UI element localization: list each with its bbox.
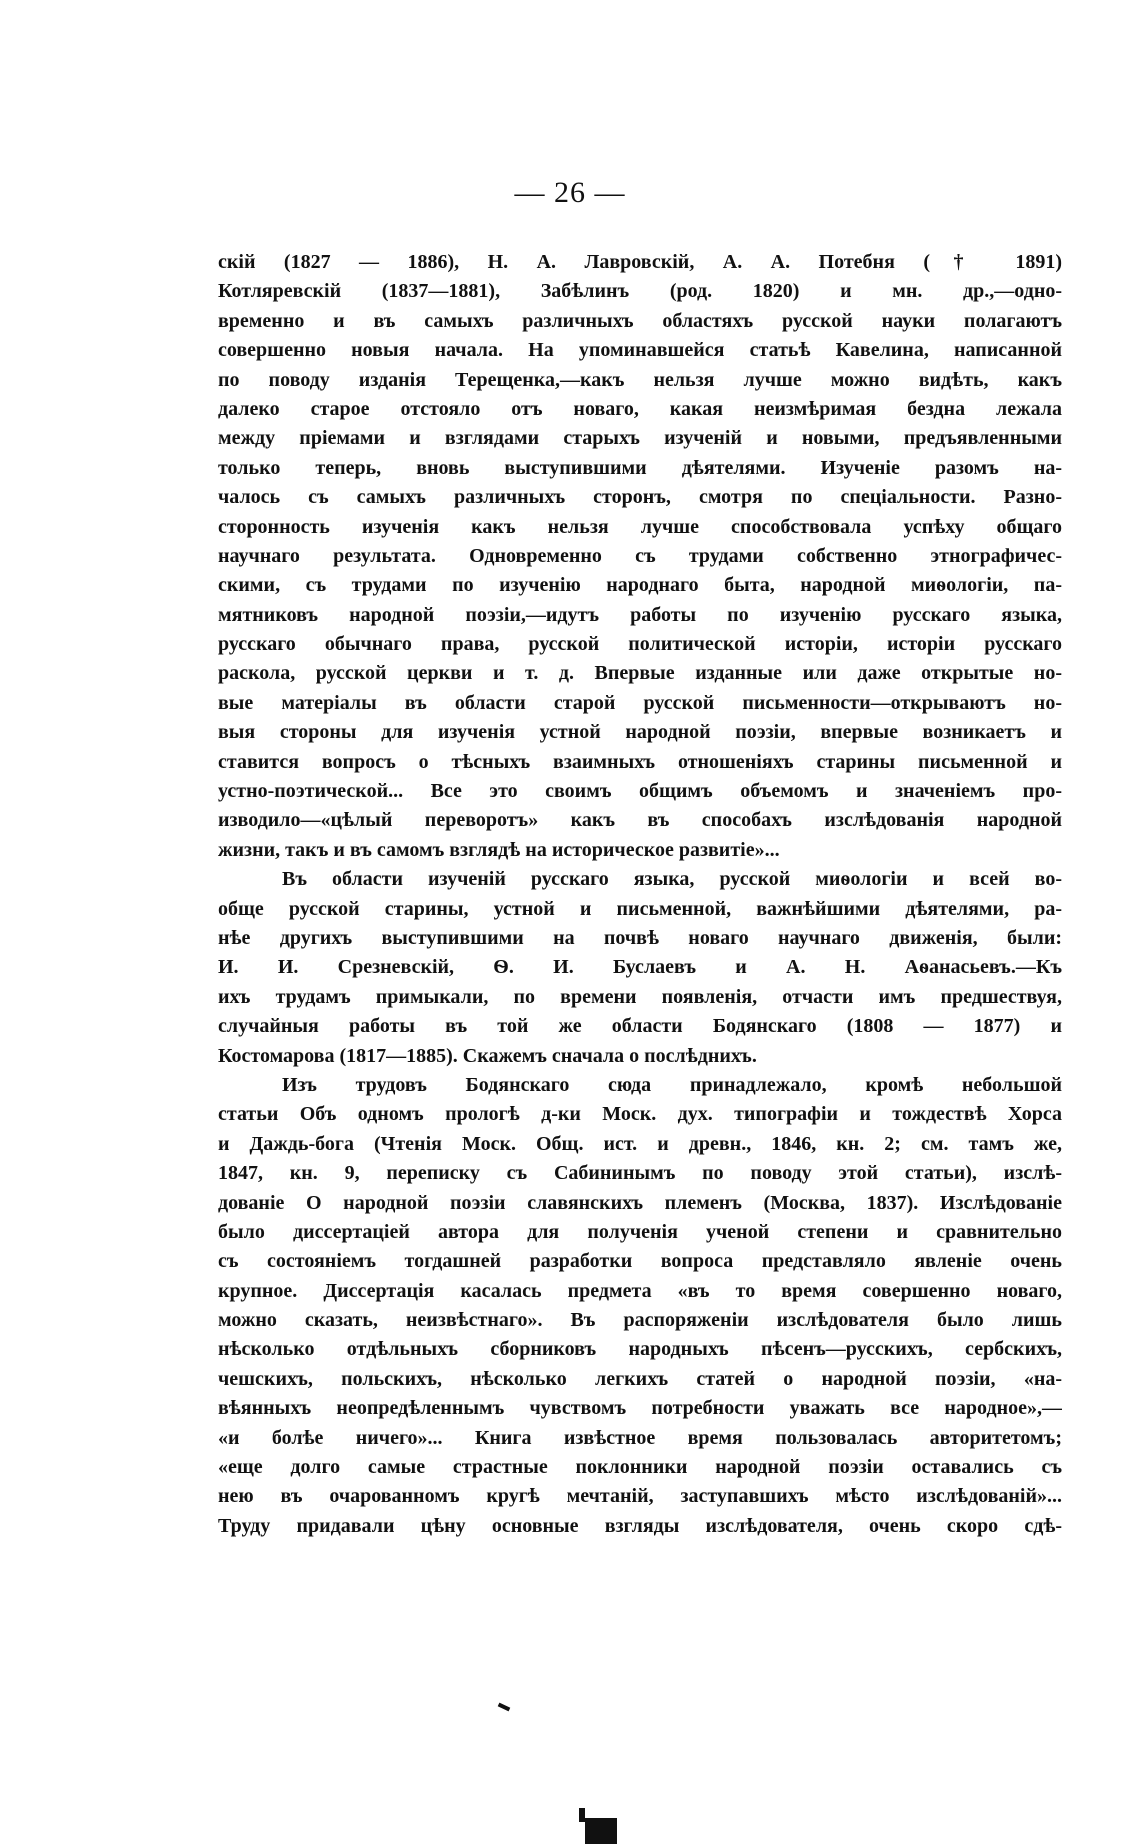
- text-line: Труду придавали цѣну основные взгляды изслѣдователя, очень скоро сдѣ-: [218, 1514, 1062, 1537]
- text-line: сторонность изученія какъ нельзя лучше способствовала успѣху общаго: [218, 515, 1062, 538]
- body-text: [218, 248, 1062, 1541]
- text-line: совершенно новыя начала. На упоминавшейся статьѣ Кавелина, написанной: [218, 339, 1062, 362]
- text-line: «и болѣе ничего»... Книга извѣстное время пользовалась авторитетомъ;: [218, 1426, 1062, 1449]
- text-line: мятниковъ народной поэзіи,—идутъ работы по изученію русскаго языка,: [218, 603, 1062, 626]
- text-line: русскаго обычнаго права, русской политической исторіи, исторіи русскаго: [218, 633, 1062, 656]
- text-line: между пріемами и взглядами старыхъ изученій и новыми, предъявленными: [218, 427, 1062, 450]
- text-line: и Даждь-бога (Чтенія Моск. Общ. ист. и древн., 1846, кн. 2; см. тамъ же,: [218, 1132, 1062, 1155]
- text-line: обще русской старины, устной и письменной, важнѣйшими дѣятелями, ра-: [218, 897, 1062, 920]
- text-line: 1847, кн. 9, переписку съ Сабининымъ по поводу этой статьи), изслѣ-: [218, 1162, 1062, 1185]
- text-line: устно-поэтической... Все это своимъ общимъ объемомъ и значеніемъ про-: [218, 780, 1062, 803]
- text-line: можно сказать, неизвѣстнаго». Въ распоряженіи изслѣдователя было лишь: [218, 1309, 1062, 1332]
- text-line: дованіе О народной поэзіи славянскихъ племенъ (Москва, 1837). Изслѣдованіе: [218, 1191, 1062, 1214]
- text-line: Костомарова (1817—1885). Скажемъ сначала о послѣднихъ.: [218, 1044, 757, 1067]
- text-line: случайныя работы въ той же области Бодянскаго (1808 — 1877) и: [218, 1015, 1062, 1038]
- text-line: съ состояніемъ тогдашней разработки вопроса представляло явленіе очень: [218, 1250, 1062, 1273]
- text-line: научнаго результата. Одновременно съ трудами собственно этнографичес-: [218, 544, 1062, 567]
- text-line: статьи Объ одномъ прологѣ д-ки Моск. дух. типографіи и тождествѣ Хорса: [218, 1103, 1062, 1126]
- text-line: нею въ очарованномъ кругѣ мечтаній, заступавшихъ мѣсто изслѣдованій»...: [218, 1485, 1062, 1508]
- text-line: И. И. Срезневскій, Ѳ. И. Буслаевъ и А. Н. Аѳанасьевъ.—Къ: [218, 956, 1062, 979]
- text-line: далеко старое отстояло отъ новаго, какая неизмѣримая бездна лежала: [218, 397, 1062, 420]
- text-line: только теперь, вновь выступившими дѣятелями. Изученіе разомъ на-: [218, 456, 1062, 479]
- text-line: Въ области изученій русскаго языка, русской миѳологіи и всей во-: [282, 868, 1062, 891]
- text-line: крупное. Диссертація касалась предмета «въ то время совершенно новаго,: [218, 1279, 1062, 1302]
- text-line: по поводу изданія Терещенка,—какъ нельзя лучше можно видѣть, какъ: [218, 368, 1062, 391]
- text-line: жизни, такъ и въ самомъ взглядѣ на историческое развитіе»...: [218, 838, 780, 861]
- text-line: чешскихъ, польскихъ, нѣсколько легкихъ статей о народной поэзіи, «на-: [218, 1367, 1062, 1390]
- text-line: вые матеріалы въ области старой русской письменности—открываютъ но-: [218, 691, 1062, 714]
- text-line: нѣсколько отдѣльныхъ сборниковъ народныхъ пѣсенъ—русскихъ, сербскихъ,: [218, 1338, 1062, 1361]
- text-line: чалось съ самыхъ различныхъ сторонъ, смотря по спеціальности. Разно-: [218, 486, 1062, 509]
- text-line: Котляревскій (1837—1881), Забѣлинъ (род. 1820) и мн. др.,—одно-: [218, 280, 1062, 303]
- text-line: скими, съ трудами по изученію народнаго быта, народной миѳологіи, па-: [218, 574, 1062, 597]
- text-line: изводило—«цѣлый переворотъ» какъ въ способахъ изслѣдованія народной: [218, 809, 1062, 832]
- text-line: выя стороны для изученія устной народной поэзіи, впервые возникаетъ и: [218, 721, 1062, 744]
- scan-mark: [498, 1703, 511, 1712]
- text-line: раскола, русской церкви и т. д. Впервые изданные или даже открытые но-: [218, 662, 1062, 685]
- text-line: скій (1827 — 1886), Н. А. Лавровскій, А. А. Потебня († 1891): [218, 251, 1062, 273]
- text-line: ихъ трудамъ примыкали, по времени появленія, отчасти имъ предшествуя,: [218, 985, 1062, 1008]
- text-line: временно и въ самыхъ различныхъ областяхъ русской науки полагаютъ: [218, 309, 1062, 332]
- text-line: «еще долго самые страстные поклонники народной поэзіи оставались съ: [218, 1456, 1062, 1479]
- page-number: — 26 —: [514, 176, 626, 209]
- text-line: было диссертаціей автора для полученія ученой степени и сравнительно: [218, 1220, 1062, 1243]
- text-line: Изъ трудовъ Бодянскаго сюда принадлежало, кромѣ небольшой: [282, 1073, 1062, 1096]
- text-line: вѣянныхъ неопредѣленнымъ чувствомъ потребности уважать все народное»,—: [218, 1397, 1062, 1420]
- scan-mark-bottom: [585, 1818, 617, 1844]
- text-line: нѣе другихъ выступившими на почвѣ новаго научнаго движенія, были:: [218, 926, 1062, 949]
- text-line: ставится вопросъ о тѣсныхъ взаимныхъ отношеніяхъ старины письменной и: [218, 750, 1062, 773]
